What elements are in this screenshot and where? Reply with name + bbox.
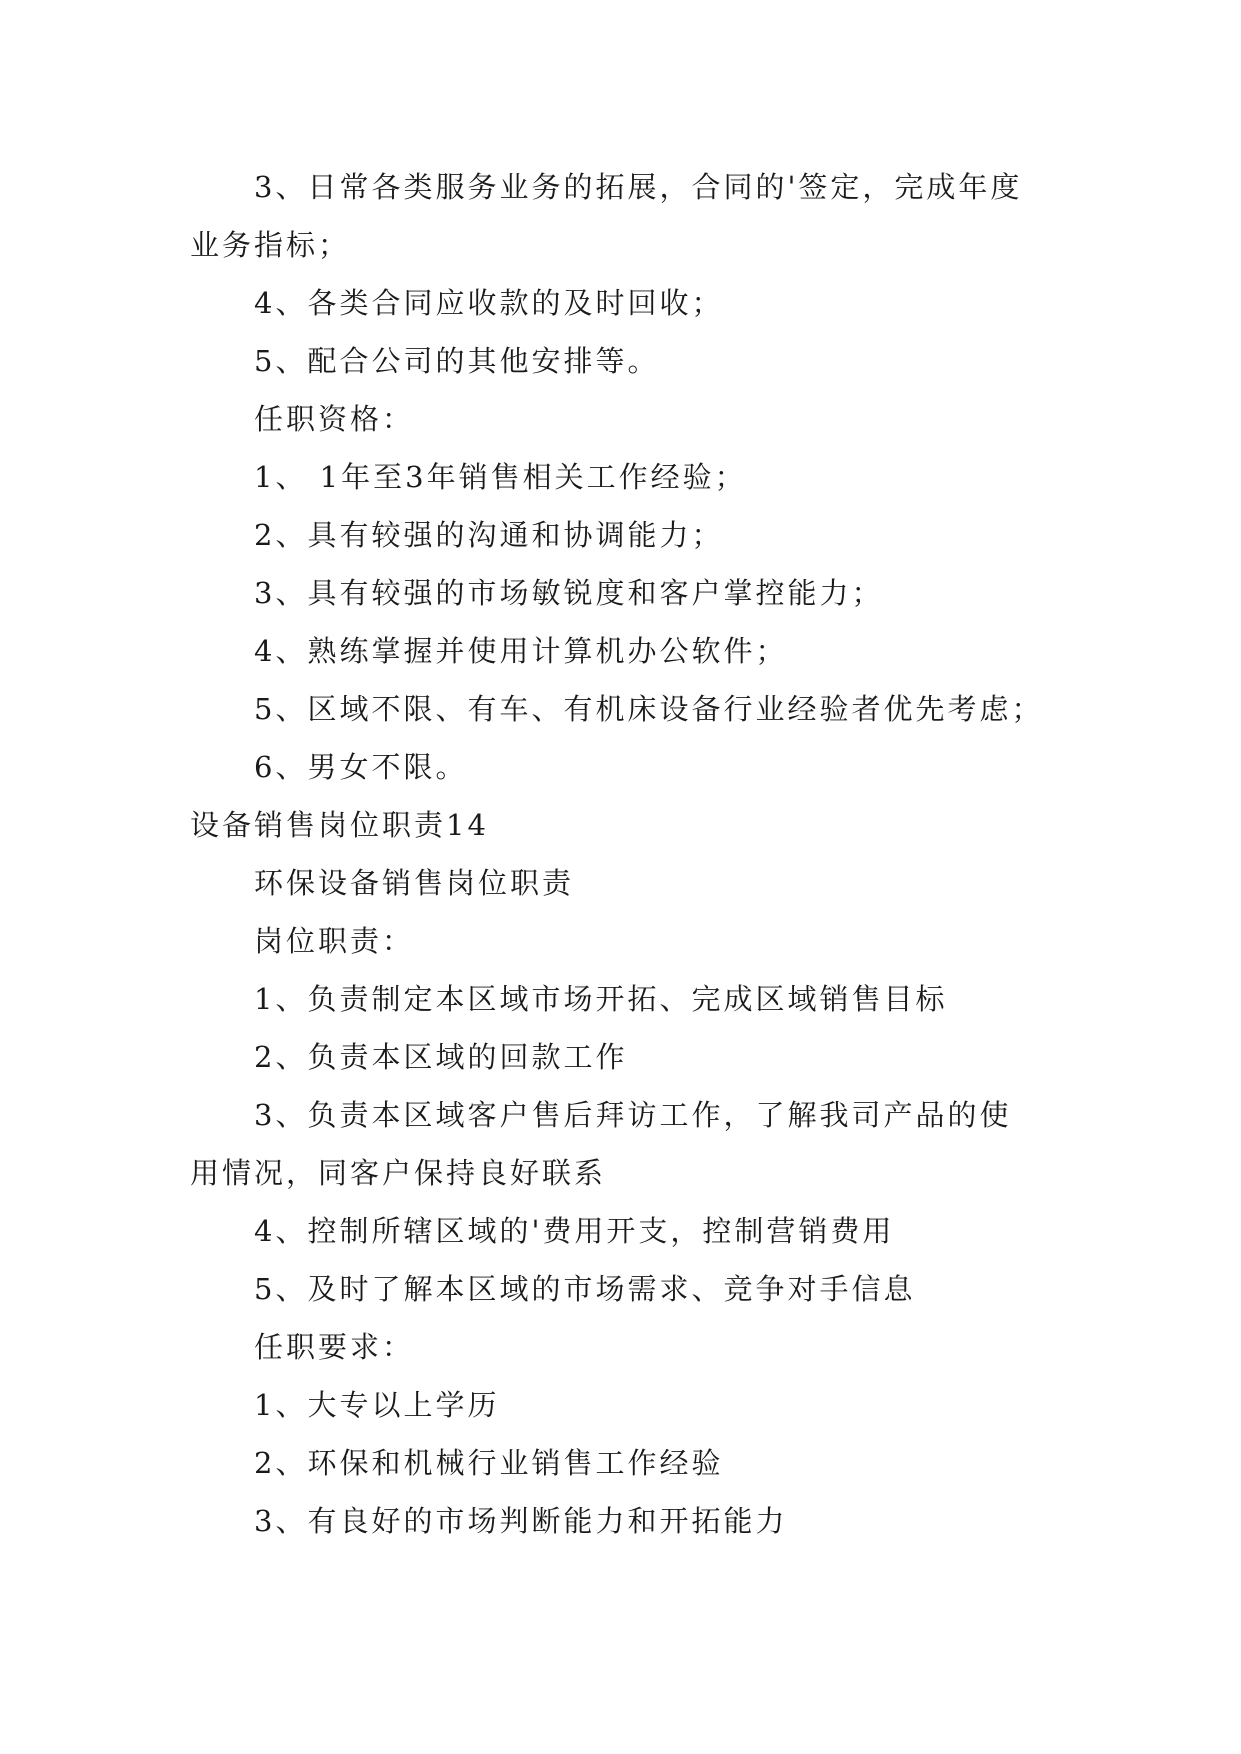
paragraph-line: 6、男女不限。 [254, 750, 468, 784]
paragraph-line: 3、有良好的市场判断能力和开拓能力 [254, 1504, 788, 1538]
paragraph-line: 4、各类合同应收款的及时回收； [254, 286, 724, 320]
paragraph-line: 2、环保和机械行业销售工作经验 [254, 1446, 724, 1480]
document-body [190, 158, 1070, 1550]
paragraph-line: 5、区域不限、有车、有机床设备行业经验者优先考虑； [254, 692, 1044, 726]
paragraph-line: 2、具有较强的沟通和协调能力； [254, 518, 724, 552]
paragraph-line: 5、及时了解本区域的市场需求、竞争对手信息 [254, 1272, 916, 1306]
paragraph-line: 3、日常各类服务业务的拓展，合同的'签定，完成年度 [254, 170, 1023, 204]
paragraph-line: 4、控制所辖区域的'费用开支，控制营销费用 [254, 1214, 895, 1248]
paragraph-line: 1、大专以上学历 [254, 1388, 500, 1422]
section-heading: 任职要求： [254, 1330, 415, 1364]
section-heading: 任职资格： [254, 402, 415, 436]
section-subtitle: 环保设备销售岗位职责 [254, 866, 575, 900]
paragraph-line: 业务指标； [190, 228, 351, 262]
paragraph-line: 3、负责本区域客户售后拜访工作，了解我司产品的使 [254, 1098, 1012, 1132]
paragraph-line: 1、负责制定本区域市场开拓、完成区域销售目标 [254, 982, 948, 1016]
paragraph-line: 2、负责本区域的回款工作 [254, 1040, 628, 1074]
paragraph-line: 1、 1年至3年销售相关工作经验； [254, 460, 747, 494]
paragraph-line: 5、配合公司的其他安排等。 [254, 344, 660, 378]
section-heading: 岗位职责： [254, 924, 415, 958]
paragraph-line: 用情况，同客户保持良好联系 [190, 1156, 607, 1190]
paragraph-line: 3、具有较强的市场敏锐度和客户掌控能力； [254, 576, 884, 610]
paragraph-line: 4、熟练掌握并使用计算机办公软件； [254, 634, 788, 668]
document-section-title: 设备销售岗位职责14 [190, 808, 489, 842]
